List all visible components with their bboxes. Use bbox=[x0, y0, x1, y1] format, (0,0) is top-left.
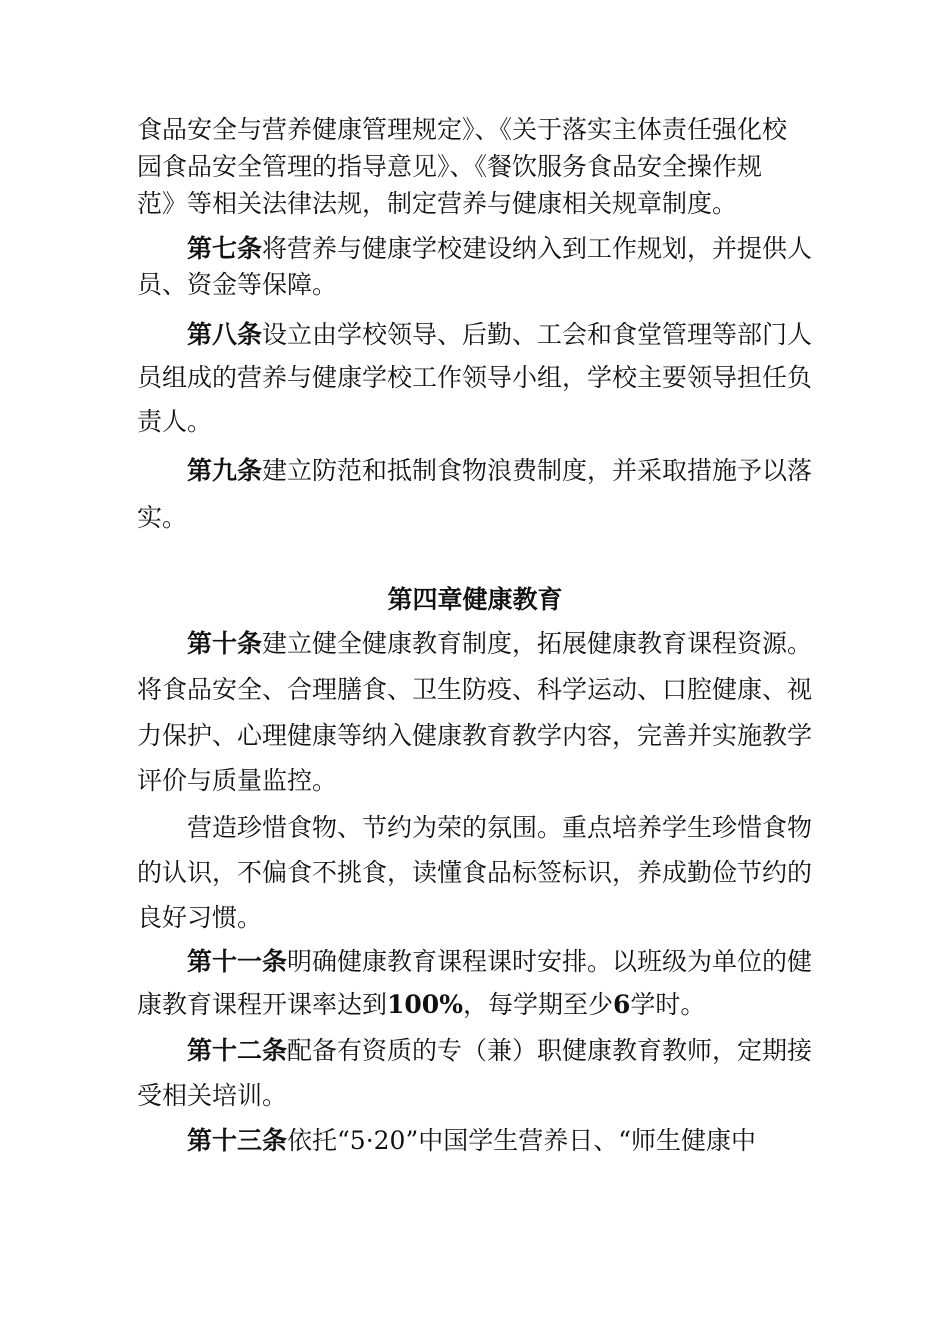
article-7-label: 第七条 bbox=[187, 234, 263, 263]
article-12-text-1: 配备有资质的专（兼）职健康教育教师，定期接 bbox=[287, 1036, 813, 1065]
article-11-line-2 bbox=[137, 990, 837, 1020]
article-13-line-1 bbox=[187, 1126, 887, 1156]
article-8-line-1 bbox=[187, 320, 887, 350]
article-7-text-1: 将营养与健康学校建设纳入到工作规划，并提供人 bbox=[262, 234, 813, 263]
article-13-label: 第十三条 bbox=[187, 1126, 288, 1155]
article-10-line-1 bbox=[187, 629, 887, 659]
article-8-line-2: 员组成的营养与健康学校工作领导小组，学校主要领导担任负 bbox=[137, 363, 813, 392]
chapter-4-heading: 第四章健康教育 bbox=[387, 585, 563, 614]
article-7-line-2: 员、资金等保障。 bbox=[137, 270, 338, 299]
article-11-hours: 6 bbox=[612, 990, 631, 1019]
article-11-line-1 bbox=[187, 947, 887, 977]
article-9-line-2: 实。 bbox=[137, 503, 188, 532]
article-11-text-2a: 康教育课程开课率达到 bbox=[137, 990, 388, 1019]
article-11-text-2e: 学时。 bbox=[630, 990, 706, 1019]
article-11-percent: 100% bbox=[387, 990, 463, 1019]
food-paragraph-line-3: 良好习惯。 bbox=[137, 903, 263, 932]
article-10-text-1: 建立健全健康教育制度，拓展健康教育课程资源。 bbox=[262, 629, 813, 658]
article-11-text-1: 明确健康教育课程课时安排。以班级为单位的健 bbox=[287, 947, 813, 976]
article-10-line-4: 评价与质量监控。 bbox=[137, 766, 338, 795]
food-paragraph-line-2: 的认识，不偏食不挑食，读懂食品标签标识，养成勤俭节约的 bbox=[137, 858, 813, 887]
article-11-text-2c: ，每学期至少 bbox=[462, 990, 613, 1019]
article-8-line-3: 责人。 bbox=[137, 407, 213, 436]
paragraph-continued-line-3: 范》等相关法律法规，制定营养与健康相关规章制度。 bbox=[137, 189, 738, 218]
paragraph-continued-line-1: 食品安全与营养健康管理规定》、《关于落实主体责任强化校 bbox=[137, 115, 788, 144]
article-11-label: 第十一条 bbox=[187, 947, 288, 976]
article-12-line-1 bbox=[187, 1036, 887, 1066]
article-10-label: 第十条 bbox=[187, 629, 263, 658]
article-7-line-1 bbox=[187, 234, 887, 264]
article-9-label: 第九条 bbox=[187, 456, 263, 485]
article-9-line-1 bbox=[187, 456, 887, 486]
paragraph-continued-line-2: 园食品安全管理的指导意见》、《餐饮服务食品安全操作规 bbox=[137, 152, 763, 181]
article-13-text-1: 依托“5·20”中国学生营养日、“师生健康中 bbox=[287, 1126, 757, 1155]
article-8-text-1: 设立由学校领导、后勤、工会和食堂管理等部门人 bbox=[262, 320, 813, 349]
article-8-label: 第八条 bbox=[187, 320, 263, 349]
article-10-line-2: 将食品安全、合理膳食、卫生防疫、科学运动、口腔健康、视 bbox=[137, 675, 813, 704]
article-12-line-2: 受相关培训。 bbox=[137, 1081, 288, 1110]
article-9-text-1: 建立防范和抵制食物浪费制度，并采取措施予以落 bbox=[262, 456, 813, 485]
article-10-line-3: 力保护、心理健康等纳入健康教育教学内容，完善并实施教学 bbox=[137, 721, 813, 750]
food-paragraph-line-1: 营造珍惜食物、节约为荣的氛围。重点培养学生珍惜食物 bbox=[187, 813, 813, 842]
article-12-label: 第十二条 bbox=[187, 1036, 288, 1065]
